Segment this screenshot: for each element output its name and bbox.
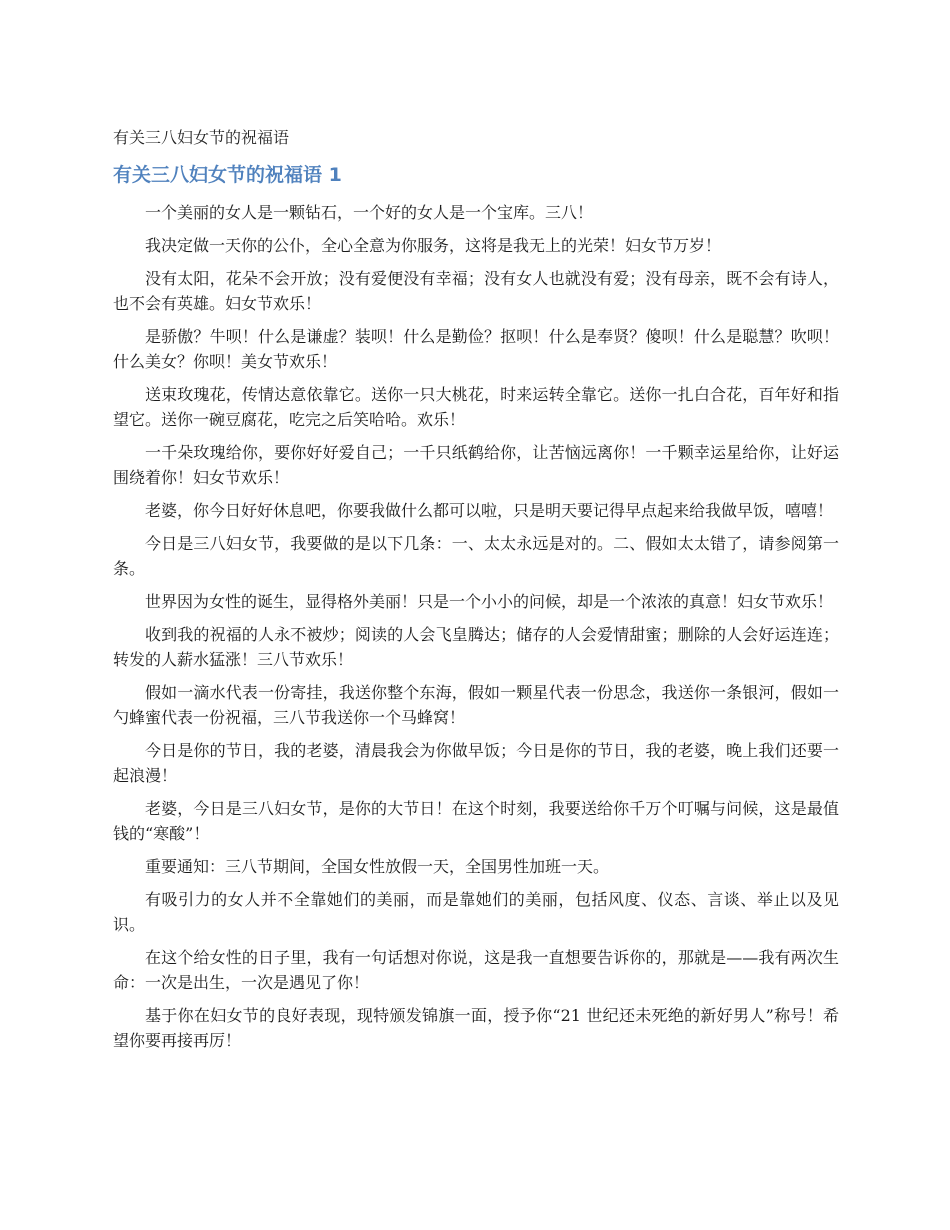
paragraph: 我决定做一天你的公仆，全心全意为你服务，这将是我无上的光荣！妇女节万岁！: [145, 236, 722, 255]
paragraph: 送束玫瑰花，传情达意依靠它。送你一只大桃花，时来运转全靠它。送你一扎白合花，百年好和指望它。送你一碗豆腐花，吃完之后笑哈哈。欢乐！: [113, 385, 839, 429]
paragraph: 今日是你的节日，我的老婆，清晨我会为你做早饭；今日是你的节日，我的老婆，晚上我们还要一起浪漫！: [113, 741, 839, 785]
paragraph: 今日是三八妇女节，我要做的是以下几条：一、太太永远是对的。二、假如太太错了，请参阅第一条。: [113, 534, 839, 578]
paragraph: 老婆，你今日好好休息吧，你要我做什么都可以啦，只是明天要记得早点起来给我做早饭，嘻嘻！: [145, 501, 834, 520]
paragraph: 一个美丽的女人是一颗钻石，一个好的女人是一个宝库。三八！: [145, 203, 594, 222]
paragraph: 基于你在妇女节的良好表现，现特颁发锦旗一面，授予你“21 世纪还未死绝的新好男人”称号！希望你要再接再厉！: [113, 1006, 839, 1050]
paragraph: 一千朵玫瑰给你，要你好好爱自己；一千只纸鹤给你，让苦恼远离你！一千颗幸运星给你，让好运围绕着你！妇女节欢乐！: [113, 443, 839, 487]
paragraph: 是骄傲？牛呗！什么是谦虚？装呗！什么是勤俭？抠呗！什么是奉贤？傻呗！什么是聪慧？吹呗！什么美女？你呗！美女节欢乐！: [113, 327, 839, 371]
section-heading: 有关三八妇女节的祝福语 1: [113, 164, 342, 186]
paragraph: 世界因为女性的诞生，显得格外美丽！只是一个小小的问候，却是一个浓浓的真意！妇女节欢乐！: [145, 592, 834, 611]
paragraph: 在这个给女性的日子里，我有一句话想对你说，这是我一直想要告诉你的，那就是——我有两次生命：一次是出生，一次是遇见了你！: [113, 948, 839, 992]
paragraph: 老婆，今日是三八妇女节，是你的大节日！在这个时刻，我要送给你千万个叮嘱与问候，这是最值钱的“寒酸”！: [113, 799, 839, 843]
paragraph: 重要通知：三八节期间，全国女性放假一天，全国男性加班一天。: [145, 857, 610, 876]
document-body: [113, 126, 839, 1061]
paragraph: 假如一滴水代表一份寄挂，我送你整个东海，假如一颗星代表一份思念，我送你一条银河，假如一勺蜂蜜代表一份祝福，三八节我送你一个马蜂窝！: [113, 683, 839, 727]
paragraph: 没有太阳，花朵不会开放；没有爱便没有幸福；没有女人也就没有爱；没有母亲，既不会有诗人，也不会有英雄。妇女节欢乐！: [113, 269, 839, 313]
paragraph: 收到我的祝福的人永不被炒；阅读的人会飞皇腾达；储存的人会爱情甜蜜；删除的人会好运连连；转发的人薪水猛涨！三八节欢乐！: [113, 625, 839, 669]
document-title: 有关三八妇女节的祝福语: [113, 128, 290, 147]
paragraph: 有吸引力的女人并不全靠她们的美丽，而是靠她们的美丽，包括风度、仪态、言谈、举止以及见识。: [113, 890, 839, 934]
